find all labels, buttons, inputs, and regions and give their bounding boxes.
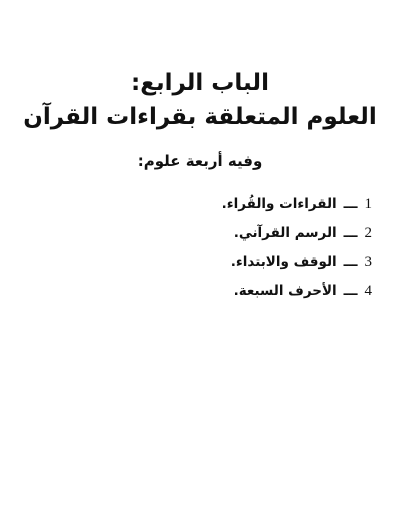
list-item-dash: ـــ	[343, 225, 358, 241]
chapter-title-block	[0, 66, 400, 134]
topics-list	[122, 196, 372, 312]
list-item-text: الوقف والابتداء.	[230, 254, 337, 270]
list-item-dash: ـــ	[343, 283, 358, 299]
list-item-text: الرسم القرآني.	[233, 225, 337, 241]
chapter-title: العلوم المتعلقة بقراءات القرآن	[23, 104, 377, 130]
list-item-text: الأحرف السبعة.	[233, 283, 337, 299]
list-item	[122, 254, 372, 283]
list-item-number: 1	[364, 196, 372, 212]
intro-text: وفيه أربعة علوم:	[137, 152, 263, 170]
list-item-dash: ـــ	[343, 196, 358, 212]
chapter-heading: الباب الرابع:	[131, 70, 269, 96]
list-item-number: 2	[364, 225, 372, 241]
list-item	[122, 196, 372, 225]
list-item	[122, 225, 372, 254]
list-item-text: القراءات والقُراء.	[221, 196, 337, 212]
list-item-dash: ـــ	[343, 254, 358, 270]
list-item-number: 4	[364, 283, 372, 299]
list-item-number: 3	[364, 254, 372, 270]
list-item	[122, 283, 372, 312]
